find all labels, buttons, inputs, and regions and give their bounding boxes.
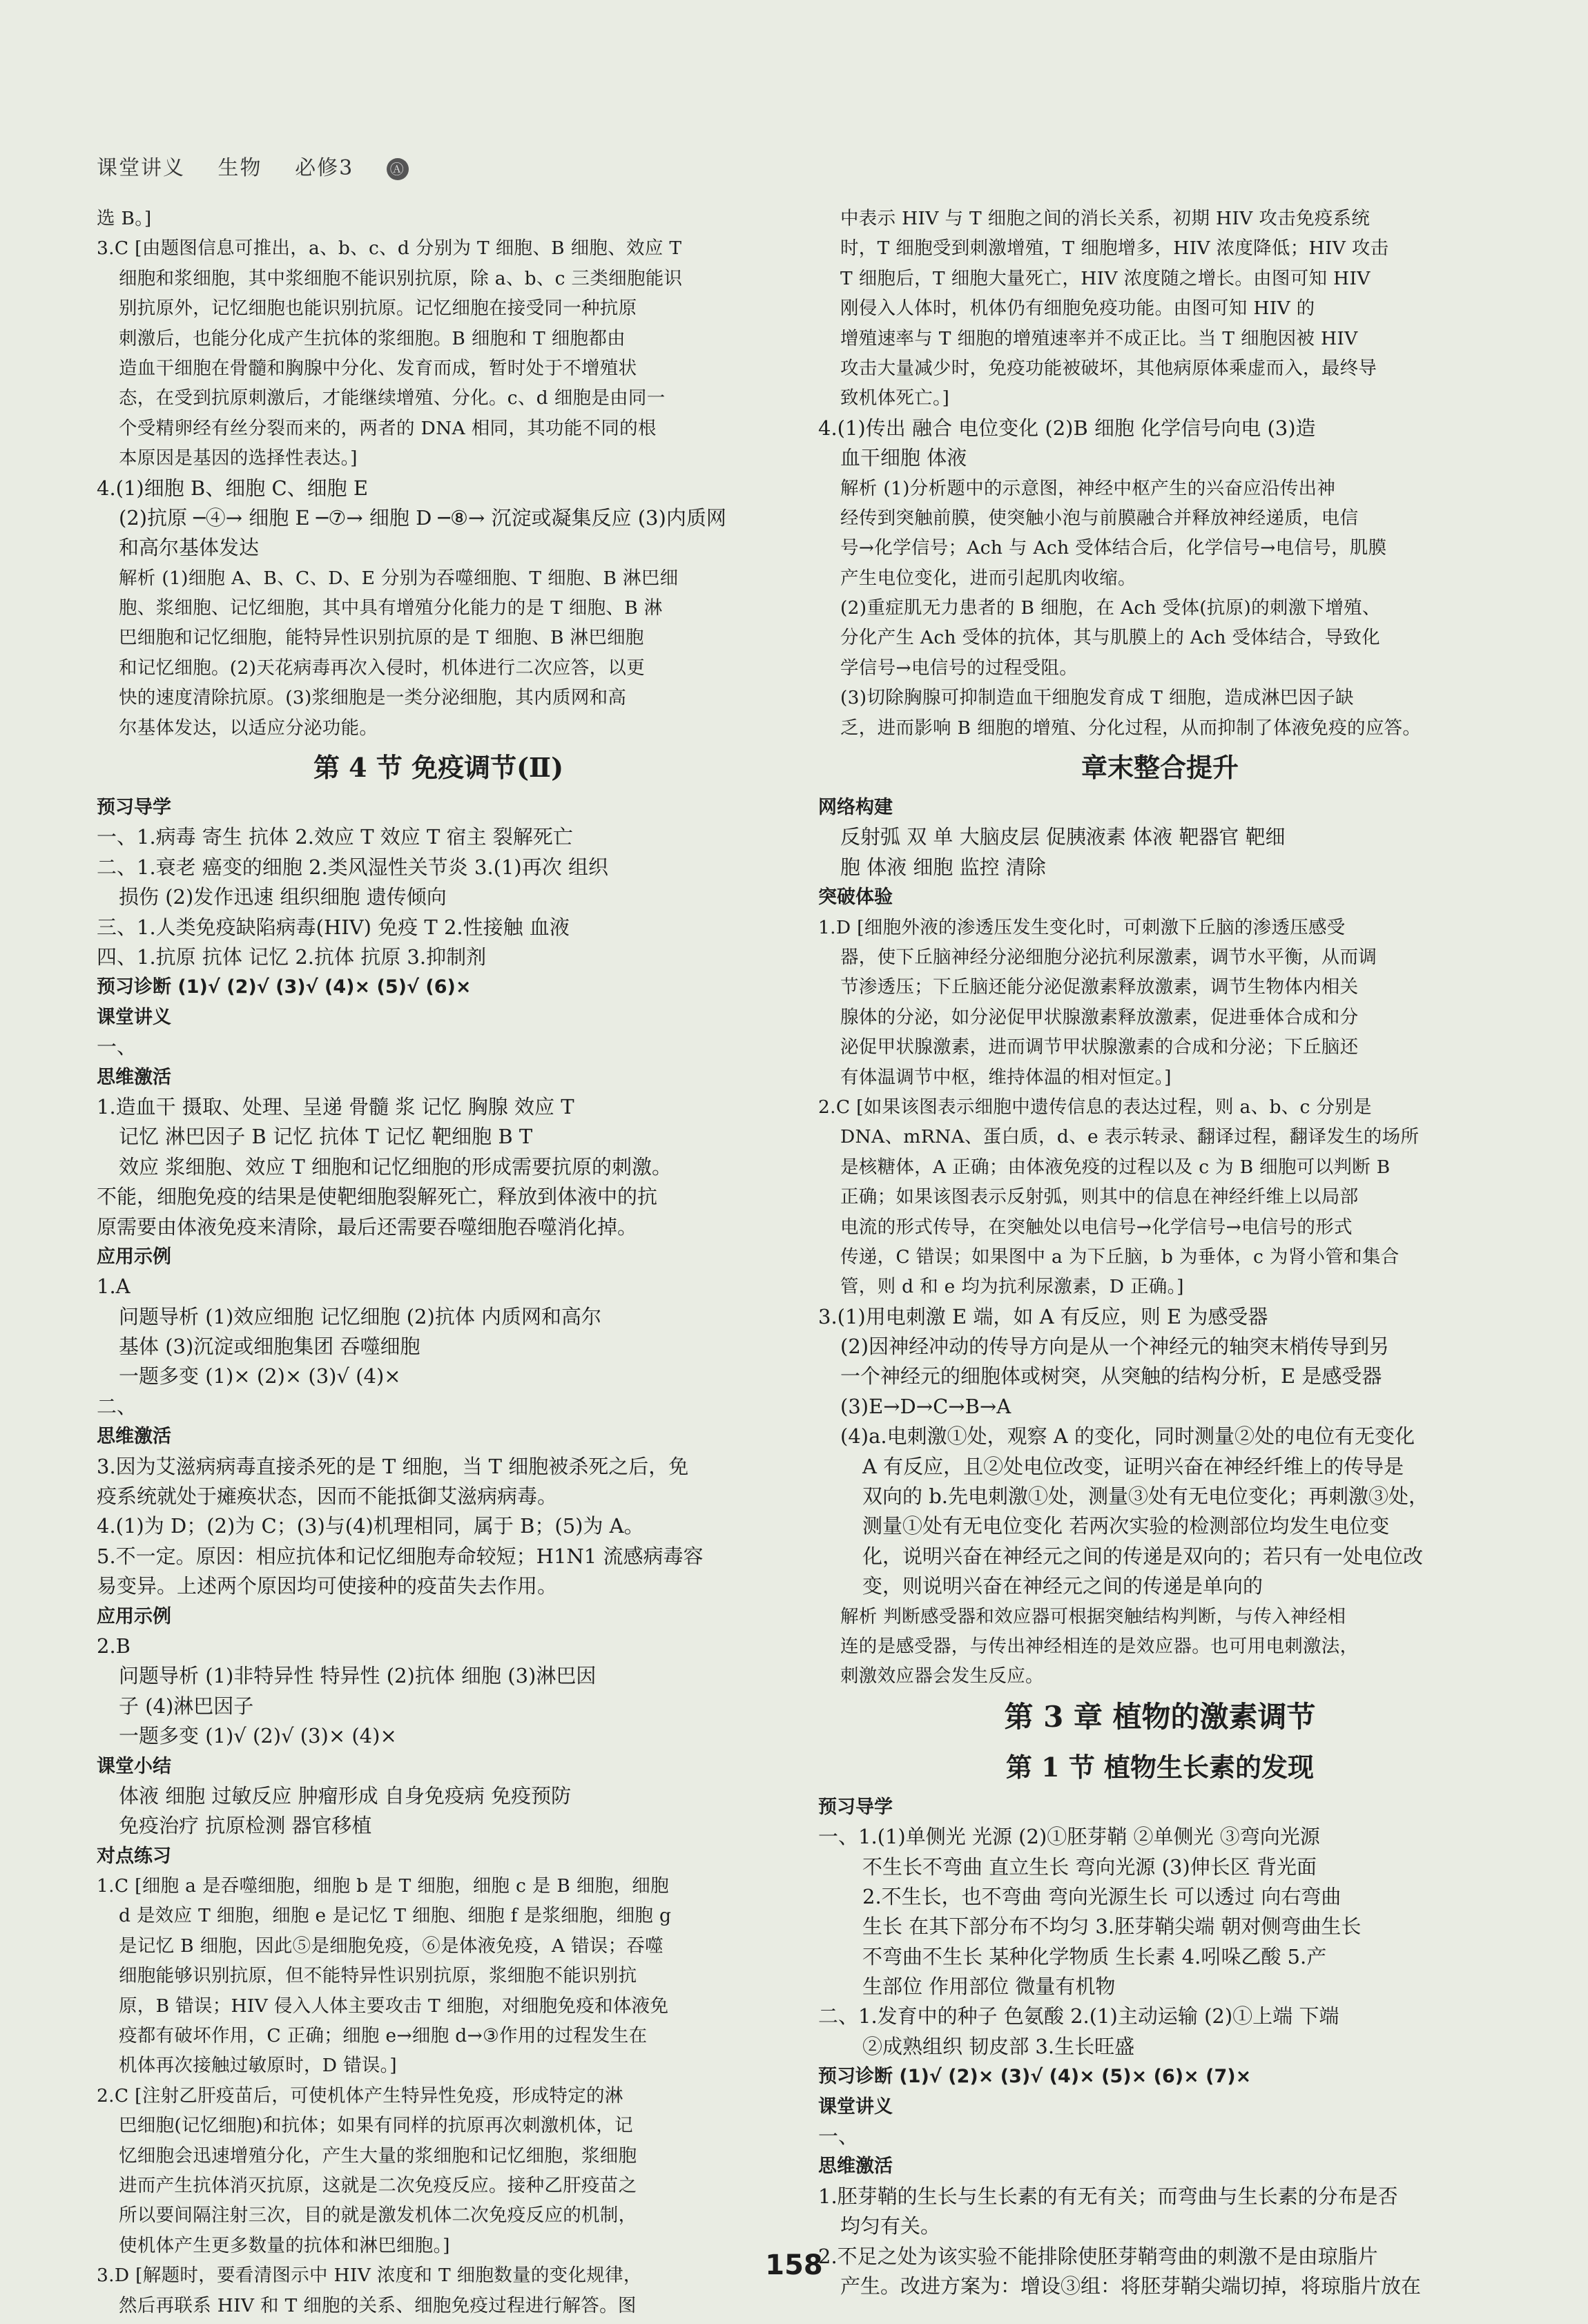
page-number: 158 bbox=[765, 2249, 823, 2281]
text-line: 2.不生长，也不弯曲 弯向光源生长 可以透过 向右弯曲 bbox=[862, 1884, 1342, 1908]
text-line: 三、1.人类免疫缺陷病毒(HIV) 免疫 T 2.性接触 血液 bbox=[97, 915, 570, 939]
right-column bbox=[818, 204, 1502, 2301]
text-line: 电流的形式传导，在突触处以电信号→化学信号→电信号的形式 bbox=[840, 1216, 1353, 1238]
text-line: 正确；如果该图表示反射弧，则其中的信息在神经纤维上以局部 bbox=[840, 1186, 1359, 1208]
text-line: 3.(1)用电刺激 E 端，如 A 有反应，则 E 为感受器 bbox=[818, 1304, 1268, 1328]
text-line: 解析 (1)分析题中的示意图，神经中枢产生的兴奋应沿传出神 bbox=[840, 477, 1336, 499]
text-line: 免疫治疗 抗原检测 器官移植 bbox=[119, 1814, 372, 1838]
subheading: 预习诊断 (1)√ (2)× (3)√ (4)× (5)× (6)× (7)× bbox=[818, 2066, 1252, 2088]
header-subject: 生物 bbox=[217, 156, 262, 180]
text-line: 记忆 淋巴因子 B 记忆 抗体 T 记忆 靶细胞 B T bbox=[119, 1125, 533, 1149]
text-line: 子 (4)淋巴因子 bbox=[119, 1694, 254, 1718]
text-line: (3)E→D→C→B→A bbox=[840, 1394, 1011, 1418]
text-line: 解析 (1)细胞 A、B、C、D、E 分别为吞噬细胞、T 细胞、B 淋巴细 bbox=[119, 567, 679, 589]
text-line: 管，则 d 和 e 均为抗利尿激素，D 正确。] bbox=[840, 1276, 1184, 1298]
subheading: 对点练习 bbox=[97, 1845, 171, 1867]
text-line: 3.C [由题图信息可推出，a、b、c、d 分别为 T 细胞、B 细胞、效应 T bbox=[97, 238, 682, 260]
text-line: 5.不一定。原因：相应抗体和记忆细胞寿命较短；H1N1 流感病毒容 bbox=[97, 1544, 704, 1568]
text-line: 原需要由体液免疫来清除，最后还需要吞噬细胞吞噬消化掉。 bbox=[97, 1214, 638, 1239]
text-line: 效应 浆细胞、效应 T 细胞和记忆细胞的形成需要抗原的刺激。 bbox=[119, 1154, 672, 1179]
text-line: 产生电位变化，进而引起肌肉收缩。 bbox=[840, 567, 1136, 589]
edition-badge-icon: Ⓐ bbox=[387, 158, 409, 180]
text-line: 1.造血干 摄取、处理、呈递 骨髓 浆 记忆 胸腺 效应 T bbox=[97, 1094, 574, 1119]
text-line: 尔基体发达，以适应分泌功能。 bbox=[119, 717, 378, 739]
text-line: 一题多变 (1)√ (2)√ (3)× (4)× bbox=[119, 1724, 397, 1748]
text-line: 测量①处有无电位变化 若两次实验的检测部位均发生电位变 bbox=[862, 1514, 1390, 1538]
text-line: 化，说明兴奋在神经元之间的传递是双向的；若只有一处电位改 bbox=[862, 1544, 1424, 1568]
text-line: 腺体的分泌，如分泌促甲状腺激素释放激素，促进垂体合成和分 bbox=[840, 1006, 1359, 1028]
text-line: (2)因神经冲动的传导方向是从一个神经元的轴突末梢传导到另 bbox=[840, 1335, 1390, 1359]
text-line: 原，B 错误；HIV 侵入人体主要攻击 T 细胞，对细胞免疫和体液免 bbox=[119, 1995, 669, 2017]
text-line: 学信号→电信号的过程受阻。 bbox=[840, 657, 1078, 679]
text-line: 增殖速率与 T 细胞的增殖速率并不成正比。当 T 细胞因被 HIV bbox=[840, 327, 1358, 349]
text-line: 经传到突触前膜，使突触小泡与前膜融合并释放神经递质，电信 bbox=[840, 507, 1359, 529]
text-line: (4)a.电刺激①处，观察 A 的变化，同时测量②处的电位有无变化 bbox=[840, 1424, 1415, 1449]
text-line: 是核糖体，A 正确；由体液免疫的过程以及 c 为 B 细胞可以判断 B bbox=[840, 1156, 1391, 1178]
text-line: 泌促甲状腺激素，进而调节甲状腺激素的合成和分泌；下丘脑还 bbox=[840, 1036, 1359, 1058]
text-line: 刺激后，也能分化成产生抗体的浆细胞。B 细胞和 T 细胞都由 bbox=[119, 327, 626, 349]
subheading: 网络构建 bbox=[818, 797, 893, 819]
text-line: 二、 bbox=[97, 1394, 137, 1418]
text-line: 细胞和浆细胞，其中浆细胞不能识别抗原，除 a、b、c 三类细胞能识 bbox=[119, 267, 683, 289]
text-line: 忆细胞会迅速增殖分化，产生大量的浆细胞和记忆细胞，浆细胞 bbox=[119, 2144, 637, 2167]
header-volume: 必修3 bbox=[295, 156, 354, 180]
text-line: 解析 判断感受器和效应器可根据突触结构判断，与传入神经相 bbox=[840, 1605, 1346, 1627]
text-line: 1.D [细胞外液的渗透压发生变化时，可刺激下丘脑的渗透压感受 bbox=[818, 916, 1346, 938]
text-line: 基体 (3)沉淀或细胞集团 吞噬细胞 bbox=[119, 1335, 420, 1359]
text-line: 4.(1)为 D；(2)为 C；(3)与(4)机理相同，属于 B；(5)为 A。 bbox=[97, 1514, 644, 1538]
text-line: 态，在受到抗原刺激后，才能继续增殖、分化。c、d 细胞是由同一 bbox=[119, 387, 666, 409]
chapter-title: 第 3 章 植物的激素调节 bbox=[1004, 1699, 1316, 1734]
text-line: 然后再联系 HIV 和 T 细胞的关系、细胞免疫过程进行解答。图 bbox=[119, 2294, 637, 2316]
text-line: 不弯曲不生长 某种化学物质 生长素 4.吲哚乙酸 5.产 bbox=[862, 1944, 1327, 1968]
header-book-title: 课堂讲义 bbox=[97, 156, 185, 180]
text-line: 本原因是基因的选择性表达。] bbox=[119, 447, 358, 469]
text-line: 2.B bbox=[97, 1634, 130, 1658]
text-line: (2)抗原 ─④→ 细胞 E ─⑦→ 细胞 D ─⑧→ 沉淀或凝集反应 (3)内质网 bbox=[119, 505, 726, 530]
text-line: 问题导析 (1)效应细胞 记忆细胞 (2)抗体 内质网和高尔 bbox=[119, 1304, 602, 1328]
left-column bbox=[97, 204, 780, 2321]
text-line: 攻击大量减少时，免疫功能被破坏，其他病原体乘虚而入，最终导 bbox=[840, 357, 1377, 379]
text-line: 和记忆细胞。(2)天花病毒再次入侵时，机体进行二次应答，以更 bbox=[119, 657, 646, 679]
subheading: 课堂小结 bbox=[97, 1755, 171, 1777]
text-line: ②成熟组织 韧皮部 3.生长旺盛 bbox=[862, 2034, 1135, 2058]
subheading: 应用示例 bbox=[97, 1246, 171, 1268]
section-title: 第 1 节 植物生长素的发现 bbox=[1005, 1751, 1315, 1783]
text-line: 一、 bbox=[818, 2124, 859, 2149]
text-line: 4.(1)传出 融合 电位变化 (2)B 细胞 化学信号向电 (3)造 bbox=[818, 416, 1316, 440]
text-line: 血干细胞 体液 bbox=[840, 446, 967, 470]
running-header bbox=[97, 151, 434, 181]
text-line: 刺激效应器会发生反应。 bbox=[840, 1665, 1044, 1687]
text-line: 3.D [解题时，要看清图示中 HIV 浓度和 T 细胞数量的变化规律， bbox=[97, 2265, 642, 2287]
text-line: 巴细胞和记忆细胞，能特异性识别抗原的是 T 细胞、B 淋巴细胞 bbox=[119, 627, 644, 649]
text-line: 1.C [细胞 a 是吞噬细胞，细胞 b 是 T 细胞，细胞 c 是 B 细胞，细胞 bbox=[97, 1875, 669, 1897]
text-line: 选 B。] bbox=[97, 208, 152, 229]
text-line: T 细胞后，T 细胞大量死亡，HIV 浓度随之增长。由图可知 HIV bbox=[840, 267, 1371, 289]
text-line: 一、1.(1)单侧光 光源 (2)①胚芽鞘 ②单侧光 ③弯向光源 bbox=[818, 1825, 1320, 1849]
text-line: 3.因为艾滋病病毒直接杀死的是 T 细胞，当 T 细胞被杀死之后，免 bbox=[97, 1454, 689, 1478]
text-line: 中表示 HIV 与 T 细胞之间的消长关系，初期 HIV 攻击免疫系统 bbox=[840, 208, 1371, 229]
text-line: 快的速度清除抗原。(3)浆细胞是一类分泌细胞，其内质网和高 bbox=[119, 687, 627, 709]
text-line: 巴细胞(记忆细胞)和抗体；如果有同样的抗原再次刺激机体，记 bbox=[119, 2115, 633, 2137]
text-line: 2.不足之处为该实验不能排除使胚芽鞘弯曲的刺激不是由琼脂片 bbox=[818, 2244, 1378, 2268]
subheading: 课堂讲义 bbox=[97, 1006, 171, 1028]
text-line: 一个神经元的细胞体或树突，从突触的结构分析，E 是感受器 bbox=[840, 1364, 1382, 1388]
section-title: 第 4 节 免疫调节(Ⅱ) bbox=[313, 752, 564, 784]
text-line: A 有反应，且②处电位改变，证明兴奋在神经纤维上的传导是 bbox=[862, 1454, 1404, 1478]
text-line: 4.(1)细胞 B、细胞 C、细胞 E bbox=[97, 476, 369, 500]
text-line: 别抗原外，记忆细胞也能识别抗原。记忆细胞在接受同一种抗原 bbox=[119, 298, 637, 320]
subheading: 应用示例 bbox=[97, 1605, 171, 1627]
text-line: 使机体产生更多数量的抗体和淋巴细胞。] bbox=[119, 2234, 450, 2256]
text-line: 2.C [注射乙肝疫苗后，可使机体产生特异性免疫，形成特定的淋 bbox=[97, 2084, 623, 2107]
subheading: 预习导学 bbox=[818, 1796, 893, 1818]
subheading: 思维激活 bbox=[818, 2156, 893, 2178]
text-line: (2)重症肌无力患者的 B 细胞，在 Ach 受体(抗原)的刺激下增殖、 bbox=[840, 597, 1381, 619]
text-line: 不能，细胞免疫的结果是使靶细胞裂解死亡，释放到体液中的抗 bbox=[97, 1185, 658, 1209]
text-line: 双向的 b.先电刺激①处，测量③处有无电位变化；再刺激③处， bbox=[862, 1484, 1429, 1509]
text-line: 机体再次接触过敏原时，D 错误。] bbox=[119, 2055, 397, 2077]
text-line: DNA、mRNA、蛋白质，d、e 表示转录、翻译过程，翻译发生的场所 bbox=[840, 1126, 1420, 1148]
text-line: 产生。改进方案为：增设③组：将胚芽鞘尖端切掉，将琼脂片放在 bbox=[840, 2274, 1422, 2298]
text-line: 生部位 作用部位 微量有机物 bbox=[862, 1975, 1116, 1999]
text-line: 疫系统就处于瘫痪状态，因而不能抵御艾滋病病毒。 bbox=[97, 1484, 558, 1509]
text-line: 二、1.发育中的种子 色氨酸 2.(1)主动运输 (2)①上端 下端 bbox=[818, 2004, 1339, 2028]
text-line: 疫都有破坏作用，C 正确；细胞 e→细胞 d→③作用的过程发生在 bbox=[119, 2025, 648, 2047]
text-line: 号→化学信号；Ach 与 Ach 受体结合后，化学信号→电信号，肌膜 bbox=[840, 537, 1387, 559]
text-line: 刚侵入人体时，机体仍有细胞免疫功能。由图可知 HIV 的 bbox=[840, 298, 1315, 320]
text-line: 1.A bbox=[97, 1275, 130, 1299]
text-line: 不生长不弯曲 直立生长 弯向光源 (3)伸长区 背光面 bbox=[862, 1855, 1317, 1879]
text-line: 造血干细胞在骨髓和胸腺中分化、发育而成，暂时处于不增殖状 bbox=[119, 357, 637, 379]
text-line: 生长 在其下部分布不均匀 3.胚芽鞘尖端 朝对侧弯曲生长 bbox=[862, 1915, 1362, 1939]
text-line: 一题多变 (1)× (2)× (3)√ (4)× bbox=[119, 1364, 401, 1388]
text-line: 节渗透压；下丘脑还能分泌促激素释放激素，调节生物体内相关 bbox=[840, 976, 1359, 998]
text-line: 二、1.衰老 癌变的细胞 2.类风湿性关节炎 3.(1)再次 组织 bbox=[97, 855, 608, 879]
text-line: d 是效应 T 细胞，细胞 e 是记忆 T 细胞、细胞 f 是浆细胞，细胞 g bbox=[119, 1905, 672, 1927]
text-line: 时，T 细胞受到刺激增殖，T 细胞增多，HIV 浓度降低；HIV 攻击 bbox=[840, 238, 1389, 260]
subheading: 预习诊断 (1)√ (2)√ (3)√ (4)× (5)√ (6)× bbox=[97, 976, 472, 998]
text-line: 连的是感受器，与传出神经相连的是效应器。也可用电刺激法， bbox=[840, 1635, 1359, 1657]
text-line: 损伤 (2)发作迅速 组织细胞 遗传倾向 bbox=[119, 885, 447, 909]
text-line: 是记忆 B 细胞，因此⑤是细胞免疫，⑥是体液免疫，A 错误；吞噬 bbox=[119, 1935, 664, 1957]
text-line: 致机体死亡。] bbox=[840, 387, 950, 409]
subheading: 思维激活 bbox=[97, 1426, 171, 1448]
subheading: 思维激活 bbox=[97, 1066, 171, 1088]
text-line: 个受精卵经有丝分裂而来的，两者的 DNA 相同，其功能不同的根 bbox=[119, 417, 657, 439]
subheading: 预习导学 bbox=[97, 797, 171, 819]
text-line: 变，则说明兴奋在神经元之间的传递是单向的 bbox=[862, 1574, 1263, 1598]
text-line: 分化产生 Ach 受体的抗体，其与肌膜上的 Ach 受体结合，导致化 bbox=[840, 627, 1380, 649]
text-line: 所以要间隔注射三次，目的就是激发机体二次免疫反应的机制， bbox=[119, 2205, 637, 2227]
text-line: 乏，进而影响 B 细胞的增殖、分化过程，从而抑制了体液免疫的应答。 bbox=[840, 717, 1422, 739]
text-line: 一、1.病毒 寄生 抗体 2.效应 T 效应 T 宿主 裂解死亡 bbox=[97, 825, 573, 849]
section-title: 章末整合提升 bbox=[1081, 752, 1239, 784]
text-line: 胞 体液 细胞 监控 清除 bbox=[840, 855, 1046, 879]
subheading: 课堂讲义 bbox=[818, 2095, 893, 2118]
text-line: 细胞能够识别抗原，但不能特异性识别抗原，浆细胞不能识别抗 bbox=[119, 1965, 637, 1987]
text-line: 易变异。上述两个原因均可使接种的疫苗失去作用。 bbox=[97, 1574, 558, 1598]
text-line: 2.C [如果该图表示细胞中遗传信息的表达过程，则 a、b、c 分别是 bbox=[818, 1096, 1372, 1118]
text-line: 1.胚芽鞘的生长与生长素的有无有关；而弯曲与生长素的分布是否 bbox=[818, 2184, 1398, 2208]
text-line: 均匀有关。 bbox=[840, 2214, 941, 2238]
text-line: 体液 细胞 过敏反应 肿瘤形成 自身免疫病 免疫预防 bbox=[119, 1783, 572, 1808]
text-line: (3)切除胸腺可抑制造血干细胞发育成 T 细胞，造成淋巴因子缺 bbox=[840, 687, 1354, 709]
text-line: 四、1.抗原 抗体 记忆 2.抗体 抗原 3.抑制剂 bbox=[97, 945, 487, 969]
subheading: 突破体验 bbox=[818, 887, 893, 909]
text-line: 器，使下丘脑神经分泌细胞分泌抗利尿激素，调节水平衡，从而调 bbox=[840, 946, 1377, 968]
text-line: 问题导析 (1)非特异性 特异性 (2)抗体 细胞 (3)淋巴因 bbox=[119, 1664, 597, 1688]
text-line: 一、 bbox=[97, 1035, 137, 1059]
text-line: 和高尔基体发达 bbox=[119, 536, 260, 560]
text-line: 胞、浆细胞、记忆细胞，其中具有增殖分化能力的是 T 细胞、B 淋 bbox=[119, 597, 663, 619]
text-line: 进而产生抗体消灭抗原，这就是二次免疫反应。接种乙肝疫苗之 bbox=[119, 2175, 637, 2196]
text-line: 有体温调节中枢，维持体温的相对恒定。] bbox=[840, 1066, 1172, 1088]
text-line: 反射弧 双 单 大脑皮层 促胰液素 体液 靶器官 靶细 bbox=[840, 825, 1286, 849]
text-line: 传递，C 错误；如果图中 a 为下丘脑，b 为垂体，c 为肾小管和集合 bbox=[840, 1246, 1400, 1268]
